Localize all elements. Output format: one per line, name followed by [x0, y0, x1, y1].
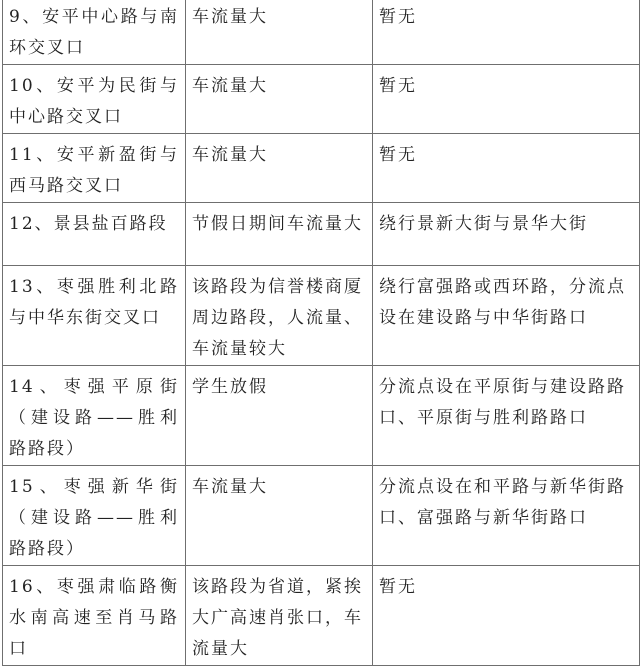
- location-cell: 11、安平新盈街与西马路交叉口: [3, 134, 186, 203]
- plan-cell: 暂无: [373, 134, 640, 203]
- table-row: [3, 134, 640, 203]
- plan-cell: 绕行富强路或西环路，分流点设在建设路与中华街路口: [373, 266, 640, 366]
- location-cell: 12、景县盐百路段: [3, 203, 186, 266]
- location-cell: 14、枣强平原街（建设路——胜利路路段）: [3, 366, 186, 466]
- table-row: [3, 0, 640, 65]
- reason-cell: 该路段为省道，紧挨大广高速肖张口，车流量大: [186, 566, 373, 666]
- table-row: [3, 203, 640, 266]
- reason-cell: 车流量大: [186, 0, 373, 65]
- location-cell: 9、安平中心路与南环交叉口: [3, 0, 186, 65]
- location-cell: 16、枣强肃临路衡水南高速至肖马路口: [3, 566, 186, 666]
- plan-cell: 绕行景新大街与景华大街: [373, 203, 640, 266]
- plan-cell: 暂无: [373, 0, 640, 65]
- reason-cell: 该路段为信誉楼商厦周边路段，人流量、车流量较大: [186, 266, 373, 366]
- reason-cell: 节假日期间车流量大: [186, 203, 373, 266]
- reason-cell: 学生放假: [186, 366, 373, 466]
- plan-cell: 暂无: [373, 566, 640, 666]
- location-cell: 10、安平为民街与中心路交叉口: [3, 65, 186, 134]
- plan-cell: 暂无: [373, 65, 640, 134]
- reason-cell: 车流量大: [186, 466, 373, 566]
- reason-cell: 车流量大: [186, 65, 373, 134]
- table-row: [3, 266, 640, 366]
- traffic-table: [2, 0, 640, 666]
- plan-cell: 分流点设在和平路与新华街路口、富强路与新华街路口: [373, 466, 640, 566]
- table-row: [3, 65, 640, 134]
- table-row: [3, 566, 640, 666]
- location-cell: 15、枣强新华街（建设路——胜利路路段）: [3, 466, 186, 566]
- plan-cell: 分流点设在平原街与建设路路口、平原街与胜利路路口: [373, 366, 640, 466]
- location-cell: 13、枣强胜利北路与中华东街交叉口: [3, 266, 186, 366]
- reason-cell: 车流量大: [186, 134, 373, 203]
- table-row: [3, 366, 640, 466]
- table-row: [3, 466, 640, 566]
